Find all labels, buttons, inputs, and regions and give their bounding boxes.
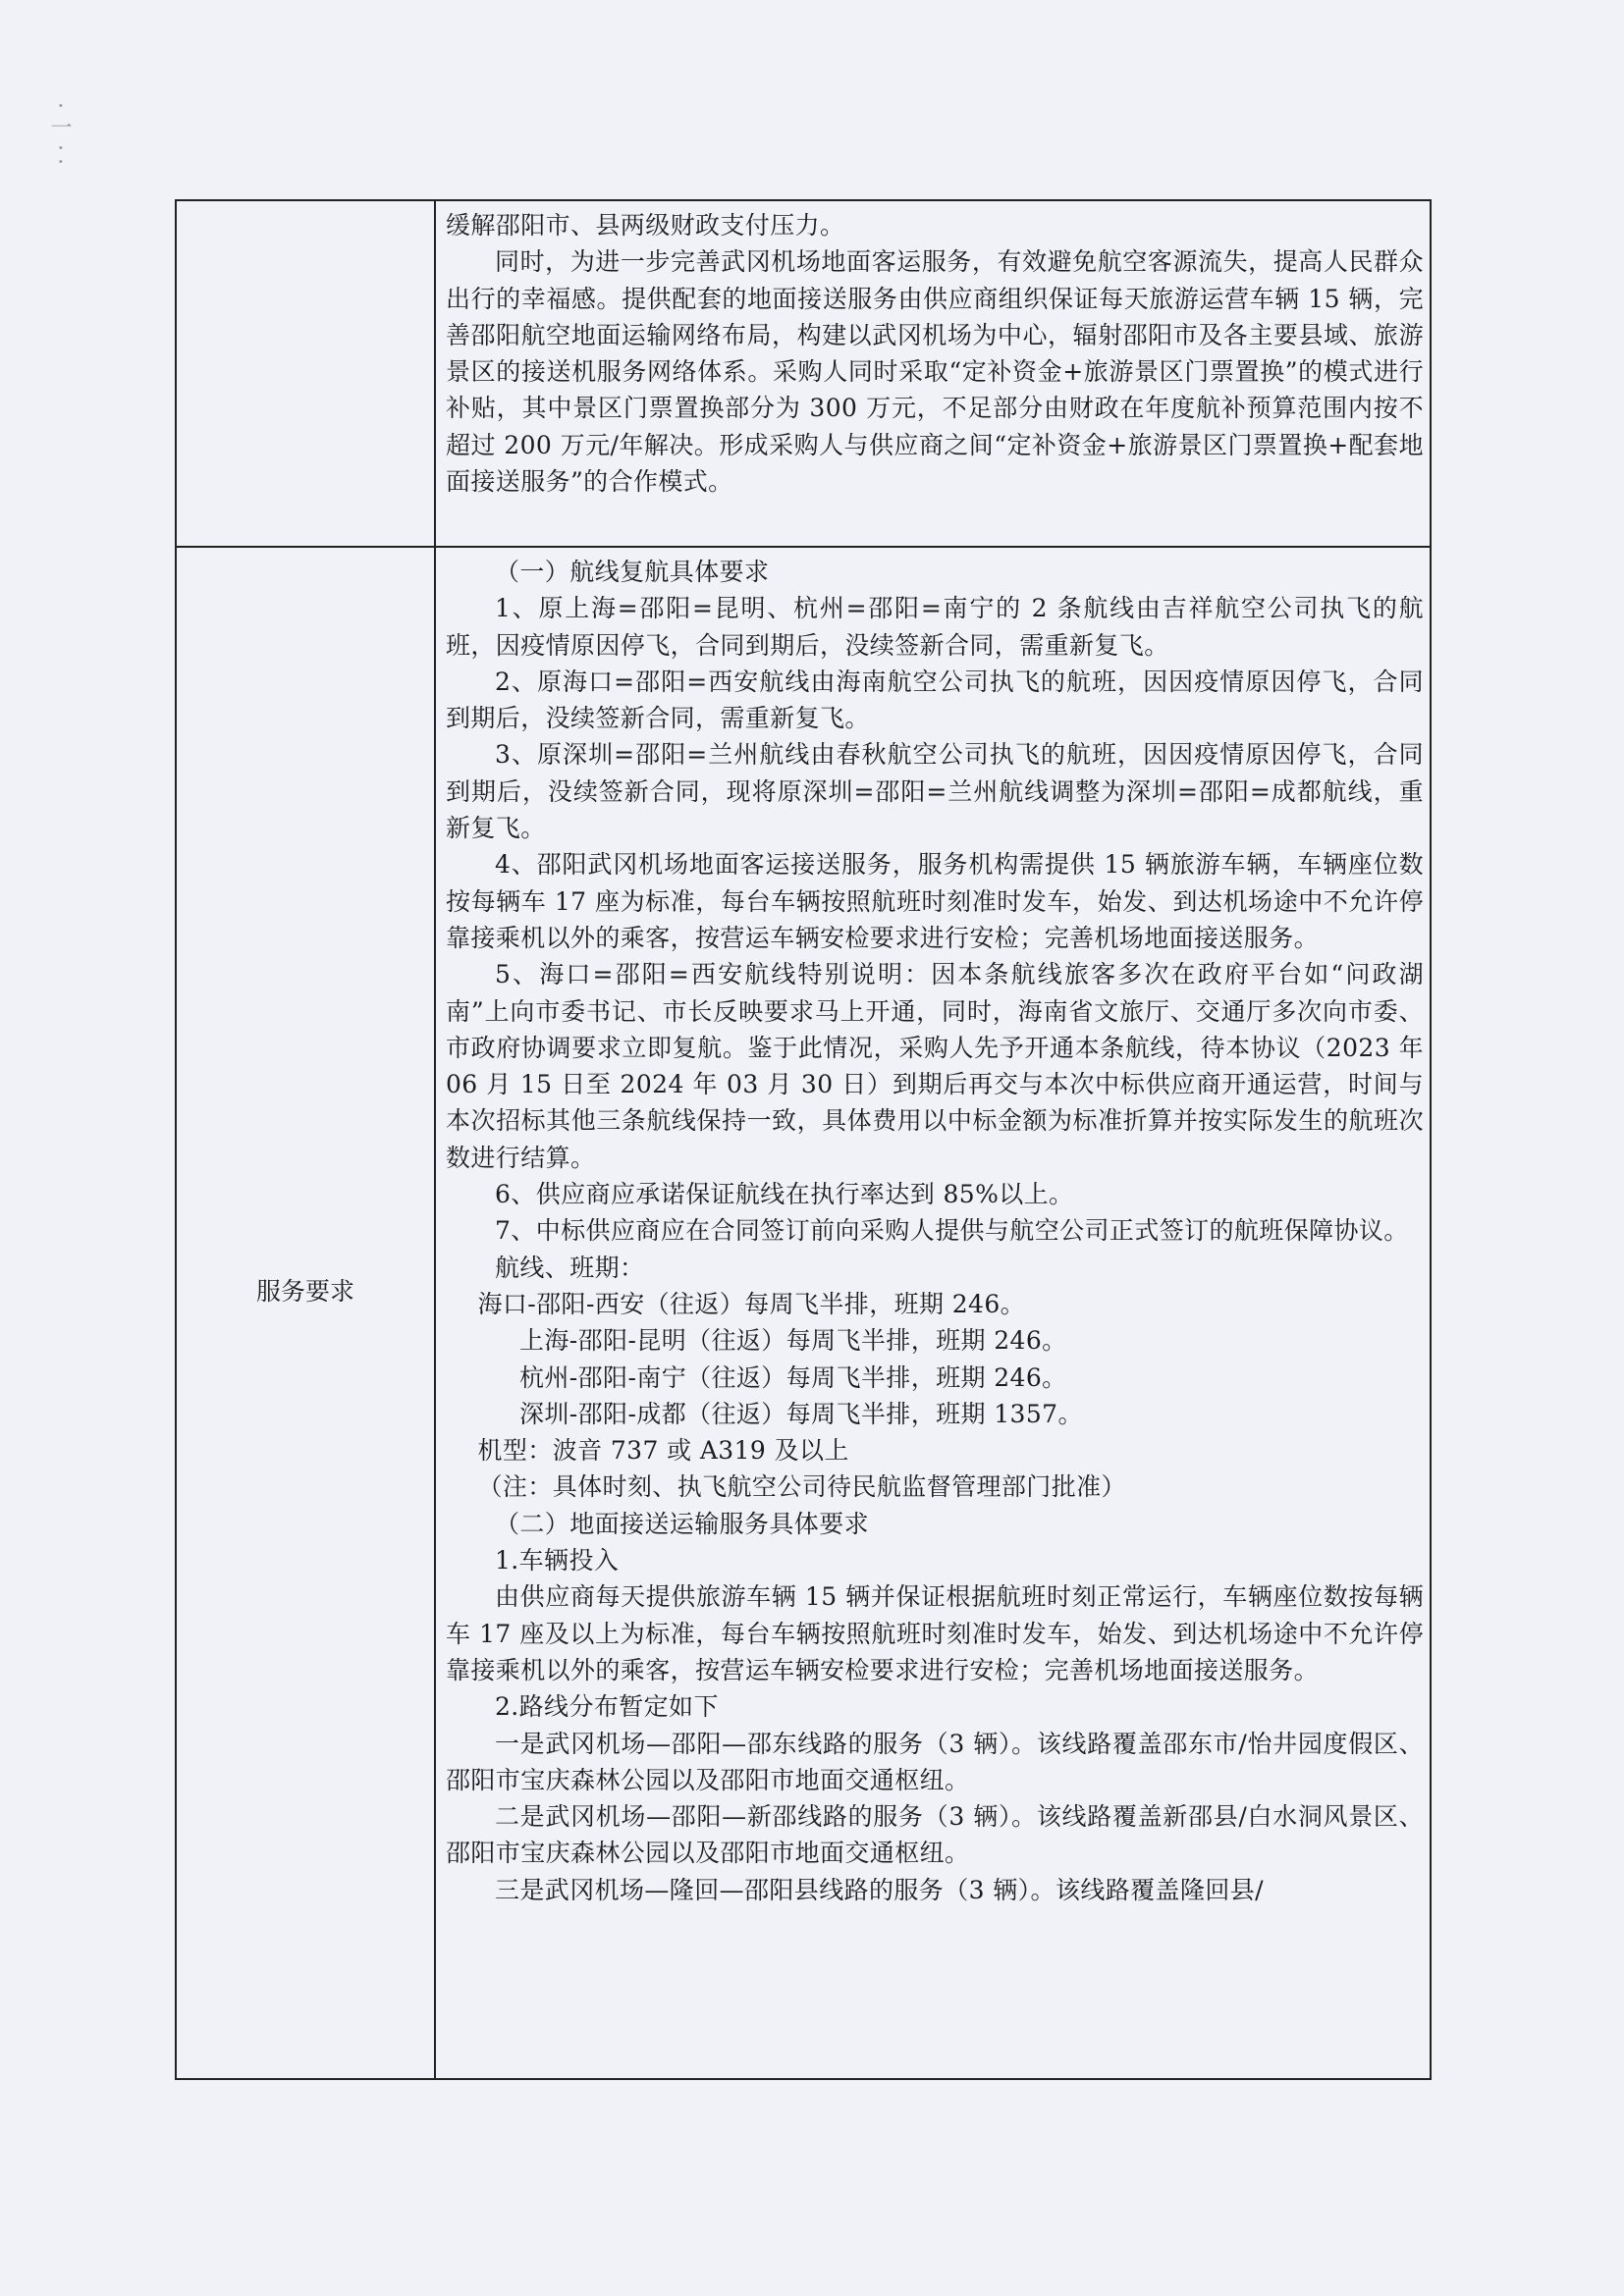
paragraph: 3、原深圳=邵阳=兰州航线由春秋航空公司执飞的航班，因因疫情原因停飞，合同到期后，没续签新合同，现将原深圳=邵阳=兰州航线调整为深圳=邵阳=成都航线，重新复飞。 xyxy=(446,740,1424,843)
row-label-service-requirements: 服务要求 xyxy=(255,1277,354,1306)
subsection-title: 1.车辆投入 xyxy=(495,1546,620,1575)
requirements-table xyxy=(175,199,1432,2080)
cell-service-requirements xyxy=(446,554,1424,1908)
subsection-title: 2.路线分布暂定如下 xyxy=(495,1692,719,1722)
cell-funding-model xyxy=(446,207,1424,500)
routes-title: 航线、班期： xyxy=(495,1253,645,1282)
section-heading: （一）航线复航具体要求 xyxy=(495,558,770,586)
paragraph: 5、海口=邵阳=西安航线特别说明：因本条航线旅客多次在政府平台如“问政湖南”上向市委书记、市长反映要求马上开通，同时，海南省文旅厅、交通厅多次向市委、市政府协调要求立即复航。鉴于此情况，采购人先予开通本条航线，待本协议（2023 年 06 月 15 日至 2024 年 03 月 30 日）到期后再交与本次中标供应商开通运营，时间与本次招标其他三条航线保持一致，具体费用以中标金额为标准折算并按实际发生的航班次数进行结算。 xyxy=(446,960,1424,1172)
paragraph: 1、原上海=邵阳=昆明、杭州=邵阳=南宁的 2 条航线由吉祥航空公司执飞的航班，因疫情原因停飞，合同到期后，没续签新合同，需重新复飞。 xyxy=(446,594,1424,660)
paragraph: 6、供应商应承诺保证航线在执行率达到 85%以上。 xyxy=(495,1180,1074,1209)
paragraph: 7、中标供应商应在合同签订前向采购人提供与航空公司正式签订的航班保障协议。 xyxy=(495,1216,1409,1246)
route-item: 杭州-邵阳-南宁（往返）每周飞半排，班期 246。 xyxy=(519,1362,1067,1392)
section-heading: （二）地面接送运输服务具体要求 xyxy=(495,1509,870,1538)
paragraph: 同时，为进一步完善武冈机场地面客运服务，有效避免航空客源流失，提高人民群众出行的幸福感。提供配套的地面接送服务由供应商组织保证每天旅游运营车辆 15 辆，完善邵阳航空地面运输网络布局，构建以武冈机场为中心，辐射邵阳市及各主要县域、旅游景区的接送机服务网络体系。采购人同时采取“定补资金+旅游景区门票置换”的模式进行补贴，其中景区门票置换部分为 300 万元，不足部分由财政在年度航补预算范围内按不超过 200 万元/年解决。形成采购人与供应商之间“定补资金+旅游景区门票置换+配套地面接送服务”的合作模式。 xyxy=(446,247,1424,497)
paragraph: 三是武冈机场—隆回—邵阳县线路的服务（3 辆）。该线路覆盖隆回县/ xyxy=(495,1875,1264,1904)
aircraft-type: 机型：波音 737 或 A319 及以上 xyxy=(477,1436,849,1466)
note: （注：具体时刻、执飞航空公司待民航监督管理部门批准） xyxy=(477,1472,1126,1502)
paragraph: 4、邵阳武冈机场地面客运接送服务，服务机构需提供 15 辆旅游车辆，车辆座位数按每辆车 17 座为标准，每台车辆按照航班时刻准时发车，始发、到达机场途中不允许停靠接乘机以外的乘客，按营运车辆安检要求进行安检；完善机场地面接送服务。 xyxy=(446,850,1424,952)
paragraph: 2、原海口=邵阳=西安航线由海南航空公司执飞的航班，因因疫情原因停飞，合同到期后，没续签新合同，需重新复飞。 xyxy=(446,667,1424,733)
column-divider xyxy=(434,201,436,2078)
row-divider xyxy=(177,546,1430,548)
paragraph: 二是武冈机场—邵阳—新邵线路的服务（3 辆）。该线路覆盖新邵县/白水洞风景区、邵阳市宝庆森林公园以及邵阳市地面交通枢纽。 xyxy=(446,1802,1424,1868)
route-item: 深圳-邵阳-成都（往返）每周飞半排，班期 1357。 xyxy=(519,1399,1083,1428)
scan-artifact: · 一 · · xyxy=(47,102,72,165)
paragraph: 一是武冈机场—邵阳—邵东线路的服务（3 辆）。该线路覆盖邵东市/怡井园度假区、邵阳市宝庆森林公园以及邵阳市地面交通枢纽。 xyxy=(446,1729,1424,1794)
paragraph: 由供应商每天提供旅游车辆 15 辆并保证根据航班时刻正常运行，车辆座位数按每辆车 17 座及以上为标准，每台车辆按照航班时刻准时发车，始发、到达机场途中不允许停靠接乘机以外的乘客，按营运车辆安检要求进行安检；完善机场地面接送服务。 xyxy=(446,1582,1424,1684)
paragraph: 缓解邵阳市、县两级财政支付压力。 xyxy=(446,211,845,240)
route-item: 海口-邵阳-西安（往返）每周飞半排，班期 246。 xyxy=(477,1289,1026,1318)
route-item: 上海-邵阳-昆明（往返）每周飞半排，班期 246。 xyxy=(519,1326,1067,1356)
